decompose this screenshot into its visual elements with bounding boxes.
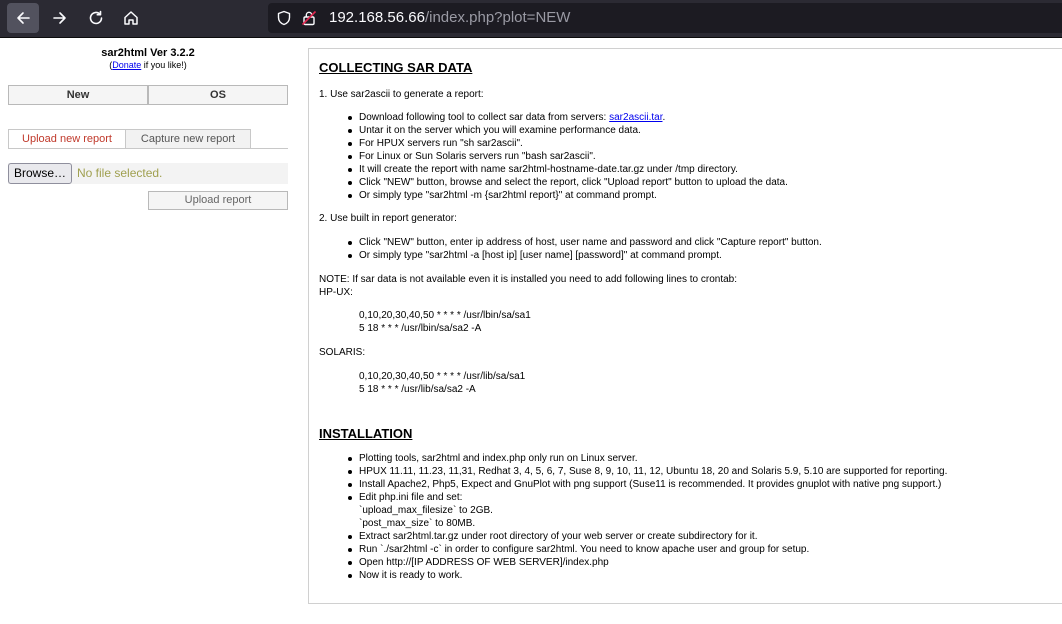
list-item: Install Apache2, Php5, Expect and GnuPlot with png support (Suse11 is recommended. It provides gnuplot with native png support.) [348,478,947,491]
list-item: HPUX 11.11, 11.23, 11,31, Redhat 3, 4, 5, 6, 7, Suse 8, 9, 10, 11, 12, Ubuntu 18, 20 and Solaris 5.9, 5.10 are supported for reporting. [348,465,947,478]
hpux-cron-line-1: 0,10,20,30,40,50 * * * * /usr/lbin/sa/sa1 [359,310,531,321]
forward-arrow-icon [51,9,69,27]
shield-icon[interactable] [276,10,292,26]
tab-upload-new-report[interactable]: Upload new report [8,129,126,149]
donate-prefix: ( [109,60,113,70]
reload-button[interactable] [80,3,112,33]
list-item: It will create the report with name sar2html-hostname-date.tar.gz under /tmp directory. [348,163,788,176]
list-item: Run `./sar2html -c` in order to configure sar2html. You need to know apache user and group for setup. [348,543,947,556]
list-item: Edit php.ini file and set: [348,491,947,504]
list-item: Untar it on the server which you will examine performance data. [348,124,788,137]
install-list [348,452,947,582]
list-item [348,111,788,124]
list-item: Or simply type "sar2html -m {sar2html report}" at command prompt. [348,189,788,202]
insecure-lock-icon[interactable] [301,10,317,26]
url-path: /index.php?plot=NEW [424,9,571,26]
tab-divider [8,148,288,149]
hpux-cron-line-2: 5 18 * * * /usr/lbin/sa/sa2 -A [359,323,482,334]
list-item-continuation: `post_max_size` to 80MB. [359,518,476,529]
new-button[interactable]: New [8,85,148,105]
content-panel [308,48,1062,604]
list-item: Now it is ready to work. [348,569,947,582]
tab-capture-new-report[interactable]: Capture new report [125,129,251,149]
solaris-cron-line-1: 0,10,20,30,40,50 * * * * /usr/lib/sa/sa1 [359,371,526,382]
step2-text: 2. Use built in report generator: [319,213,457,224]
os-button[interactable]: OS [148,85,288,105]
list-item: Click "NEW" button, enter ip address of host, user name and password and click "Capture report" button. [348,236,822,249]
forward-button[interactable] [44,3,76,33]
list-item: For Linux or Sun Solaris servers run "bash sar2ascii". [348,150,788,163]
sar2ascii-link[interactable]: sar2ascii.tar [609,112,663,123]
upload-report-button[interactable]: Upload report [148,191,288,210]
list-item: Or simply type "sar2html -a [host ip] [user name] [password]" at command prompt. [348,249,822,262]
list-item: Open http://[IP ADDRESS OF WEB SERVER]/index.php [348,556,947,569]
donate-suffix: if you like!) [141,60,187,70]
address-bar[interactable] [268,3,1062,33]
list-item: For HPUX servers run "sh sar2ascii". [348,137,788,150]
list-item: Click "NEW" button, browse and select the report, click "Upload report" button to upload the data. [348,176,788,189]
home-button[interactable] [115,3,147,33]
app-title: sar2html Ver 3.2.2 [101,47,195,59]
reload-icon [87,9,105,27]
back-arrow-icon [14,9,32,27]
item-suffix: . [662,112,666,123]
file-status: No file selected. [77,166,163,180]
heading-collecting-sar-data: COLLECTING SAR DATA [319,60,473,75]
home-icon [122,9,140,27]
file-input[interactable] [8,163,288,184]
step1-text: 1. Use sar2ascii to generate a report: [319,89,484,100]
heading-installation: INSTALLATION [319,426,413,441]
url-host: 192.168.56.66 [329,9,425,26]
donate-link[interactable]: Donate [112,60,142,70]
solaris-label: SOLARIS: [319,347,366,358]
step1-list [348,111,788,202]
browser-toolbar [0,0,1062,38]
browse-button[interactable]: Browse… [8,163,72,184]
note-text: NOTE: If sar data is not available even it is installed you need to add following lines to crontab: [319,274,738,285]
list-item-continuation: `upload_max_filesize` to 2GB. [359,505,493,516]
list-item: Extract sar2html.tar.gz under root directory of your web server or create subdirectory for it. [348,530,947,543]
url-text[interactable] [329,8,570,28]
item-text: Download following tool to collect sar data from servers: [359,112,610,123]
donate-line [8,60,288,70]
step2-list [348,236,822,262]
hpux-label: HP-UX: [319,287,353,298]
back-button[interactable] [7,3,39,33]
list-item: Plotting tools, sar2html and index.php only run on Linux server. [348,452,947,465]
solaris-cron-line-2: 5 18 * * * /usr/lib/sa/sa2 -A [359,384,476,395]
